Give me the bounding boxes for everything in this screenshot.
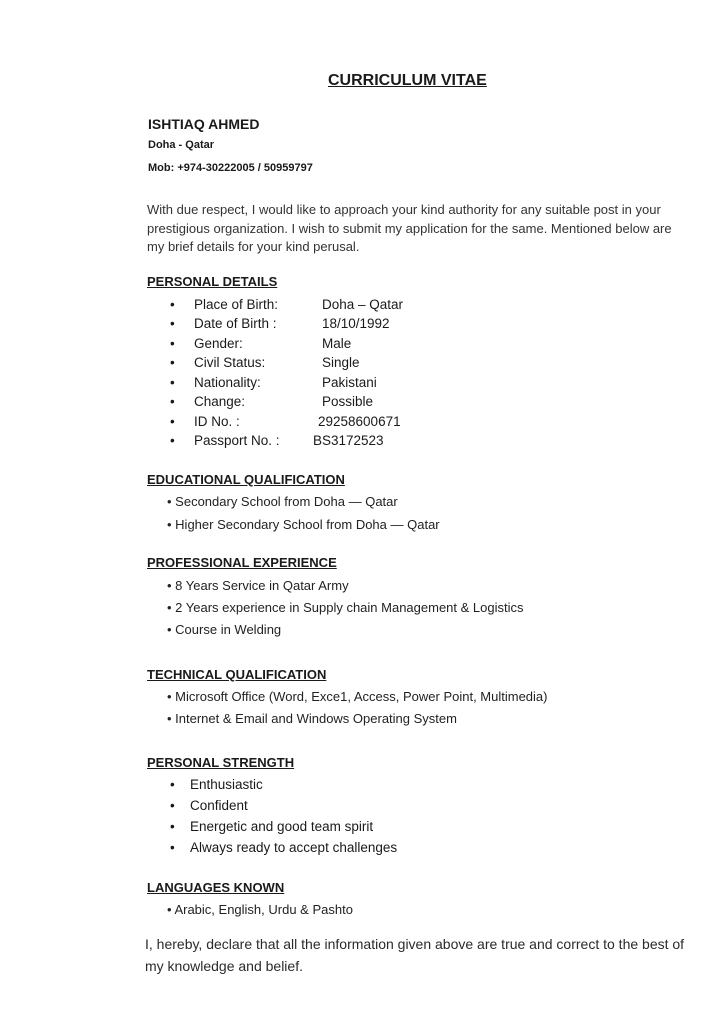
technical-item: • Internet & Email and Windows Operating System: [167, 711, 457, 726]
technical-item: • Microsoft Office (Word, Exce1, Access, Power Point, Multimedia): [167, 689, 548, 704]
education-item: • Secondary School from Doha — Qatar: [167, 494, 398, 509]
language-item: • Arabic, English, Urdu & Pashto: [167, 902, 353, 917]
candidate-location: Doha - Qatar: [148, 139, 215, 151]
candidate-name: ISHTIAQ AHMED: [148, 116, 260, 132]
experience-item: • Course in Welding: [167, 622, 282, 637]
education-item: • Higher Secondary School from Doha — Qatar: [167, 517, 440, 532]
experience-item: • 2 Years experience in Supply chain Management & Logistics: [167, 600, 524, 615]
personal-details-heading: PERSONAL DETAILS: [147, 274, 278, 289]
education-heading: EDUCATIONAL QUALIFICATION: [147, 472, 345, 487]
languages-heading: LANGUAGES KNOWN: [147, 880, 285, 895]
declaration-paragraph: I, hereby, declare that all the information given above are true and correct to the best of my knowledge and belief.: [145, 936, 685, 974]
page-title: CURRICULUM VITAE: [328, 72, 487, 89]
candidate-mobile: Mob: +974-30222005 / 50959797: [148, 162, 313, 174]
experience-heading: PROFESSIONAL EXPERIENCE: [147, 555, 337, 570]
experience-item: • 8 Years Service in Qatar Army: [167, 578, 349, 593]
technical-heading: TECHNICAL QUALIFICATION: [147, 667, 327, 682]
strength-heading: PERSONAL STRENGTH: [147, 755, 295, 770]
intro-paragraph: With due respect, I would like to approach your kind authority for any suitable post in your prestigious organization. I wish to submit my application for the same. Mentioned below are my brief details for your kind perusal.: [147, 202, 672, 254]
